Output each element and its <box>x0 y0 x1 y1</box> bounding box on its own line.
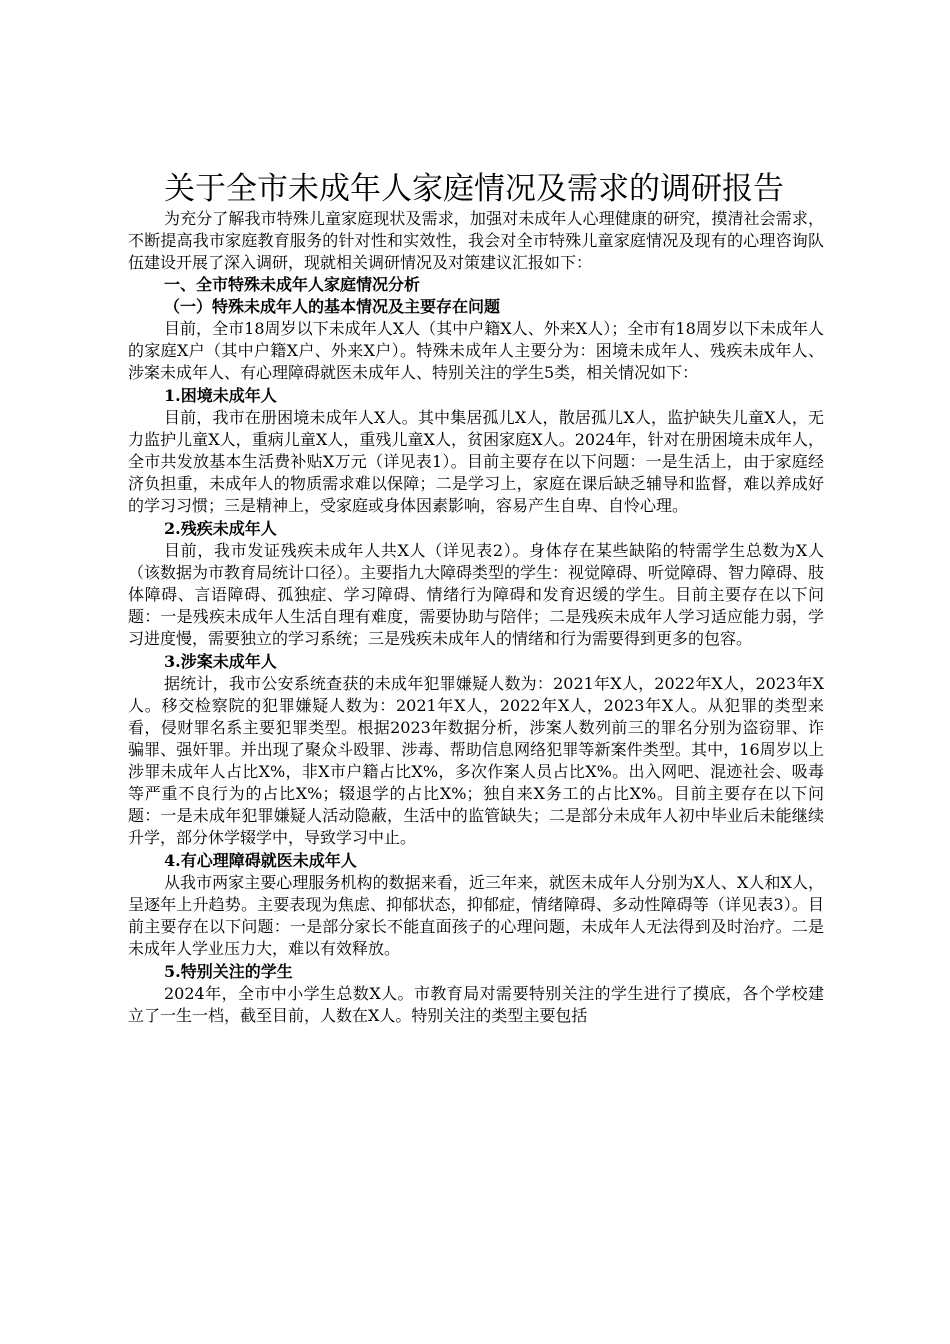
subsection-paragraph-1: 目前，全市18周岁以下未成年人X人（其中户籍X人、外来X人）；全市有18周岁以下未成年人的家庭X户（其中户籍X户、外来X户）。特殊未成年人主要分为：困境未成年人、残疾未成年人、涉案未成年人、有心理障碍就医未成年人、特别关注的学生5类，相关情况如下： <box>128 319 824 382</box>
item-paragraph-3: 据统计，我市公安系统查获的未成年犯罪嫌疑人数为：2021年X人，2022年X人，2023年X人。移交检察院的犯罪嫌疑人数为：2021年X人，2022年X人，2023年X人。从犯罪的类型来看，侵财罪名系主要犯罪类型。根据2023年数据分析，涉案人数列前三的罪名分别为盗窃罪、诈骗罪、强奸罪。并出现了聚众斗殴罪、涉毒、帮助信息网络犯罪等新案件类型。其中，16周岁以上涉罪未成年人占比X%，非X市户籍占比X%，多次作案人员占比X%。出入网吧、混迹社会、吸毒等严重不良行为的占比X%；辍退学的占比X%；独自来X务工的占比X%。目前主要存在以下问题：一是未成年犯罪嫌疑人活动隐蔽，生活中的监管缺失；二是部分未成年人初中毕业后未能继续升学，部分休学辍学中，导致学习中止。 <box>128 674 824 847</box>
document-title: 关于全市未成年人家庭情况及需求的调研报告 <box>164 171 784 207</box>
document-page <box>128 170 824 1027</box>
item-paragraph-4: 从我市两家主要心理服务机构的数据来看，近三年来，就医未成年人分别为X人、X人和X人，呈逐年上升趋势。主要表现为焦虑、抑郁状态，抑郁症，情绪障碍、多动性障碍等（详见表3）。目前主要存在以下问题：一是部分家长不能直面孩子的心理问题，未成年人无法得到及时治疗。二是未成年人学业压力大，难以有效释放。 <box>128 873 824 958</box>
item-heading-3: 3.涉案未成年人 <box>164 652 277 671</box>
item-heading-1: 1.困境未成年人 <box>164 386 277 405</box>
subsection-heading-1: （一）特殊未成年人的基本情况及主要存在问题 <box>164 297 501 316</box>
item-heading-4: 4.有心理障碍就医未成年人 <box>164 851 357 870</box>
section-heading-1: 一、全市特殊未成年人家庭情况分析 <box>164 275 421 294</box>
item-heading-2: 2.残疾未成年人 <box>164 519 277 538</box>
item-paragraph-5: 2024年，全市中小学生总数X人。市教育局对需要特别关注的学生进行了摸底，各个学校建立了一生一档，截至目前，人数在X人。特别关注的类型主要包括 <box>128 984 824 1025</box>
item-paragraph-2: 目前，我市发证残疾未成年人共X人（详见表2）。身体存在某些缺陷的特需学生总数为X人（该数据为市教育局统计口径）。主要指九大障碍类型的学生：视觉障碍、听觉障碍、智力障碍、肢体障碍、言语障碍、孤独症、学习障碍、情绪行为障碍和发育迟缓的学生。目前主要存在以下问题：一是残疾未成年人生活自理有难度，需要协助与陪伴；二是残疾未成年人学习适应能力弱，学习进度慢，需要独立的学习系统；三是残疾未成年人的情绪和行为需要得到更多的包容。 <box>128 541 825 648</box>
intro-paragraph: 为充分了解我市特殊儿童家庭现状及需求，加强对未成年人心理健康的研究，摸清社会需求，不断提高我市家庭教育服务的针对性和实效性，我会对全市特殊儿童家庭情况及现有的心理咨询队伍建设开展了深入调研，现就相关调研情况及对策建议汇报如下： <box>128 209 824 272</box>
item-paragraph-1: 目前，我市在册困境未成年人X人。其中集居孤儿X人，散居孤儿X人，监护缺失儿童X人，无力监护儿童X人，重病儿童X人，重残儿童X人，贫困家庭X人。2024年，针对在册困境未成年人，全市共发放基本生活费补贴X万元（详见表1）。目前主要存在以下问题：一是生活上，由于家庭经济负担重，未成年人的物质需求难以保障；二是学习上，家庭在课后缺乏辅导和监督，难以养成好的学习习惯；三是精神上，受家庭或身体因素影响，容易产生自卑、自怜心理。 <box>128 408 824 515</box>
item-heading-5: 5.特别关注的学生 <box>164 962 293 981</box>
